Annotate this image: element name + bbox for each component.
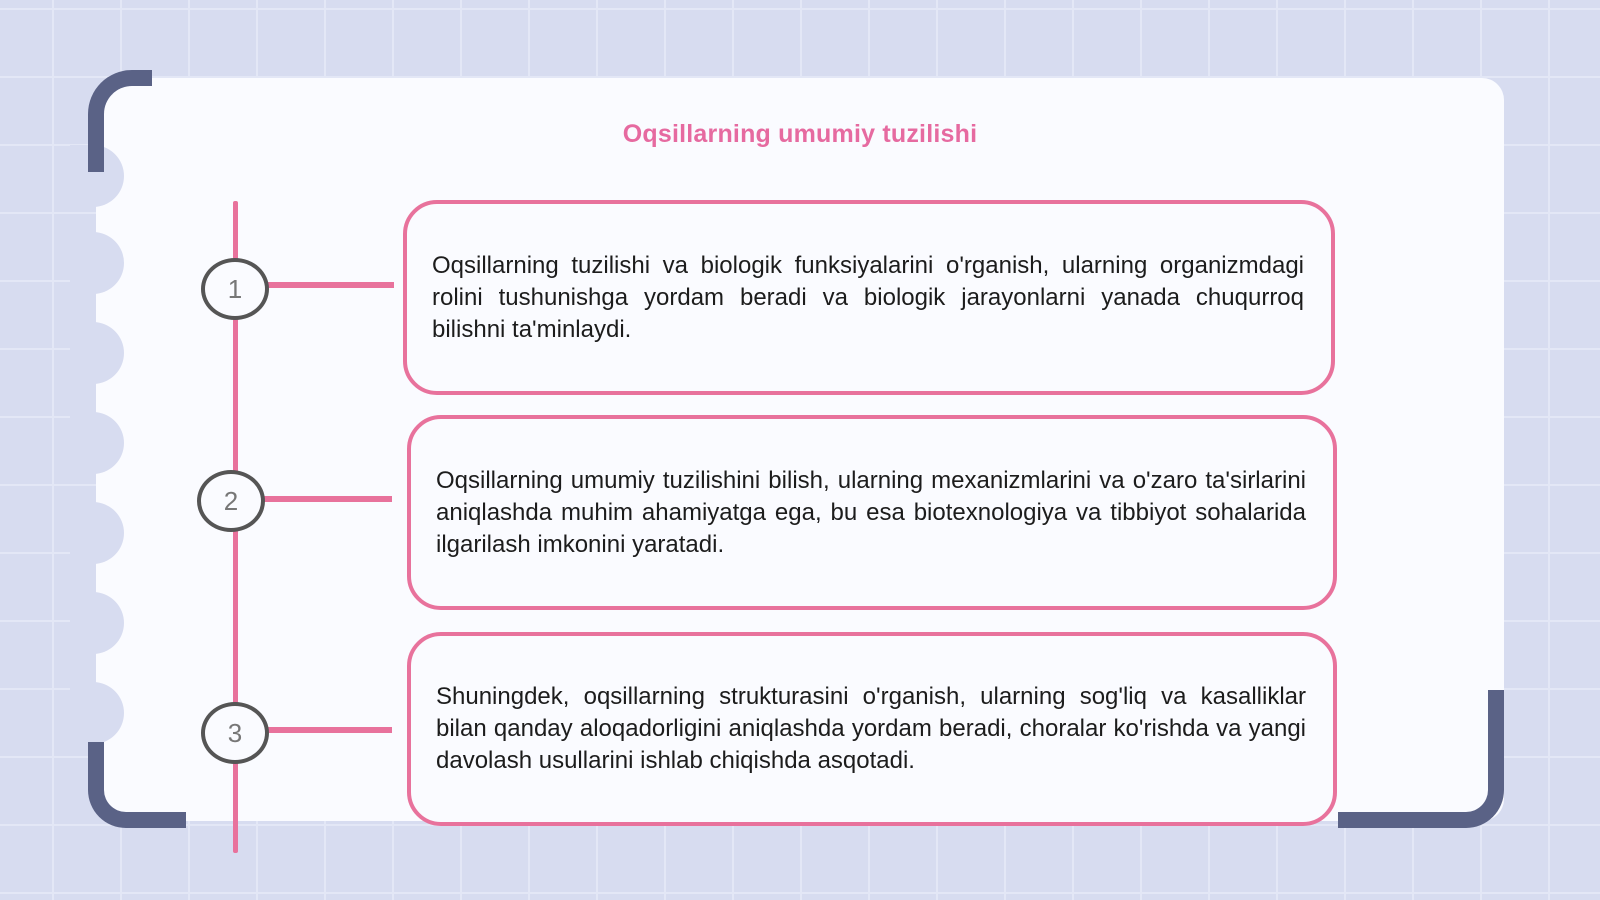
step-number-circle: 3 bbox=[201, 702, 269, 764]
info-card bbox=[403, 200, 1335, 395]
info-card-text: Shuningdek, oqsillarning strukturasini o'rganish, ularning sog'liq va kasalliklar bilan qanday aloqadorligini aniqlashda yordam beradi, choralar ko'rishda va yangi davolash usullarini ishlab chiqishda asqotadi. bbox=[436, 683, 1306, 774]
info-card bbox=[407, 632, 1337, 826]
info-card bbox=[407, 415, 1337, 610]
connector-line bbox=[266, 282, 394, 288]
connector-line bbox=[262, 496, 392, 502]
step-number-circle: 2 bbox=[197, 470, 265, 532]
info-card-text: Oqsillarning umumiy tuzilishini bilish, ularning mexanizmlarini va o'zaro ta'sirlarini aniqlashda muhim ahamiyatga ega, bu esa biotexnologiya va tibbiyot sohalarida ilgarilash imkonini yaratadi. bbox=[436, 466, 1306, 558]
connector-line bbox=[266, 727, 392, 733]
info-card-text: Oqsillarning tuzilishi va biologik funksiyalarini o'rganish, ularning organizmdagi rolini tushunishga yordam beradi va biologik jarayonlarni yanada chuqurroq bilishni ta'minlaydi. bbox=[432, 251, 1304, 343]
slide-title: Oqsillarning umumiy tuzilishi bbox=[622, 120, 978, 148]
corner-bracket-bottom-left bbox=[88, 742, 186, 828]
step-number-circle: 1 bbox=[201, 258, 269, 320]
corner-bracket-bottom-right bbox=[1338, 690, 1504, 828]
